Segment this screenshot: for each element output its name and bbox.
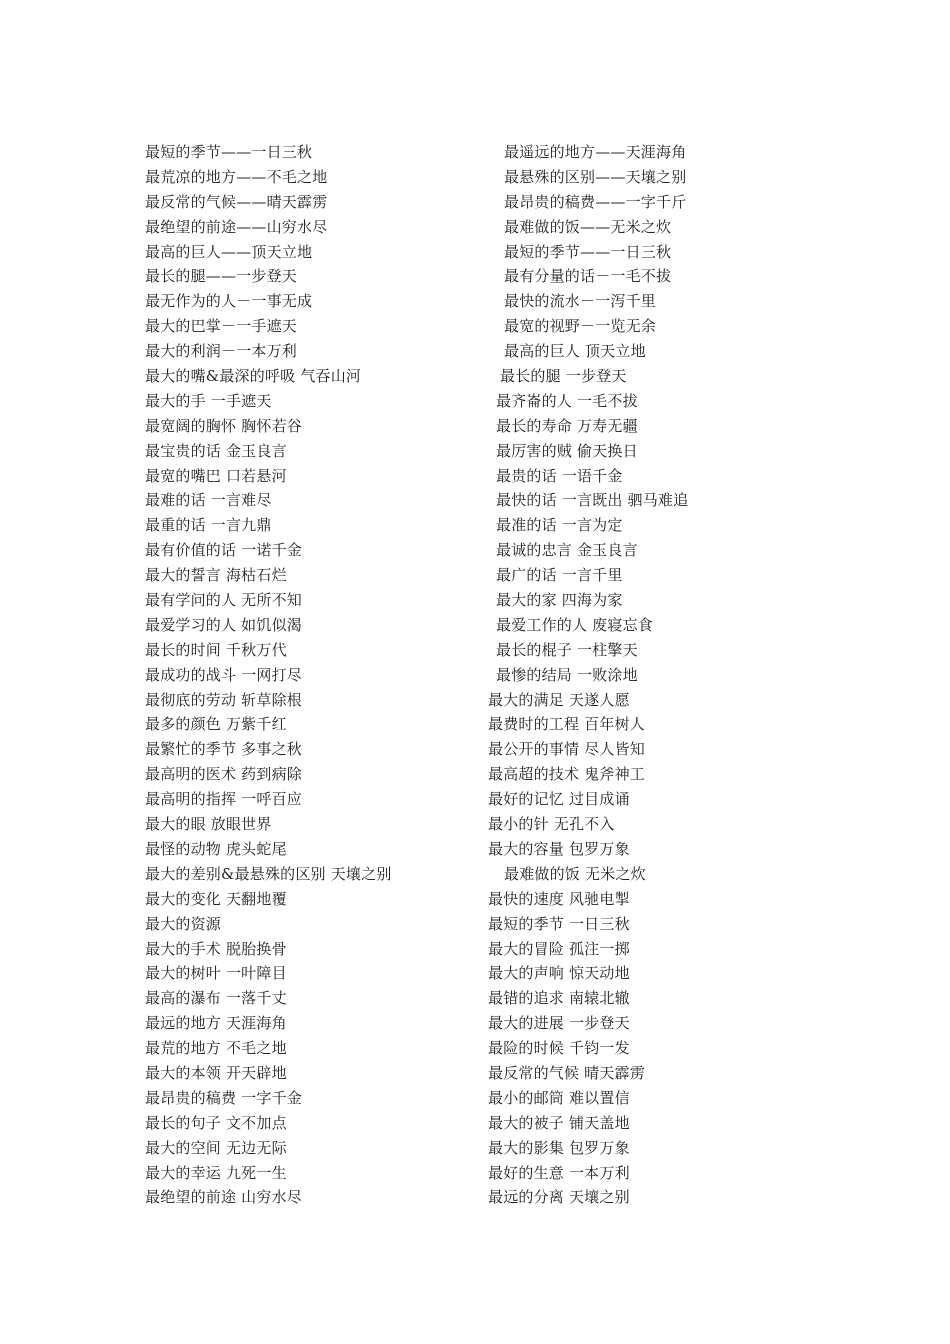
idiom-line: 最大的手术 脱胎换骨 bbox=[145, 939, 287, 958]
idiom-line: 最短的季节 一日三秋 bbox=[488, 914, 630, 933]
idiom-line: 最荒的地方 不毛之地 bbox=[145, 1039, 287, 1058]
idiom-line: 最大的进展 一步登天 bbox=[488, 1014, 630, 1033]
idiom-line: 最大的本领 开天辟地 bbox=[145, 1063, 287, 1082]
idiom-line: 最难做的饭 无米之炊 bbox=[504, 864, 646, 883]
idiom-line: 最快的速度 风驰电掣 bbox=[488, 889, 630, 908]
idiom-line: 最好的生意 一本万利 bbox=[488, 1163, 630, 1182]
idiom-line: 最遥远的地方——天涯海角 bbox=[504, 143, 687, 161]
idiom-line: 最大的影集 包罗万象 bbox=[488, 1138, 630, 1157]
idiom-line: 最高的巨人 顶天立地 bbox=[504, 342, 646, 361]
idiom-line: 最齐崙的人 一毛不拔 bbox=[496, 391, 638, 410]
idiom-line: 最怪的动物 虎头蛇尾 bbox=[145, 839, 287, 858]
idiom-line: 最长的腿 一步登天 bbox=[500, 367, 627, 386]
idiom-line: 最大的空间 无边无际 bbox=[145, 1138, 287, 1157]
idiom-line: 最高超的技术 鬼斧神工 bbox=[488, 765, 645, 784]
idiom-line: 最大的差别&最悬殊的区别 天壤之别 bbox=[145, 864, 392, 883]
idiom-line: 最费时的工程 百年树人 bbox=[488, 715, 645, 734]
idiom-line: 最难的话 一言难尽 bbox=[145, 491, 272, 510]
idiom-line: 最宽的嘴巴 口若悬河 bbox=[145, 466, 287, 485]
idiom-line: 最快的话 一言既出 驷马难追 bbox=[496, 491, 689, 510]
idiom-line: 最大的幸运 九死一生 bbox=[145, 1163, 287, 1182]
idiom-line: 最短的季节——一日三秋 bbox=[145, 143, 313, 161]
idiom-line: 最荒凉的地方——不毛之地 bbox=[145, 167, 328, 186]
idiom-line: 最厉害的贼 偷天换日 bbox=[496, 441, 638, 460]
idiom-line: 最反常的气候 晴天霹雳 bbox=[488, 1063, 645, 1082]
idiom-line: 最长的句子 文不加点 bbox=[145, 1113, 287, 1132]
idiom-line: 最惨的结局 一败涂地 bbox=[496, 665, 638, 684]
idiom-line: 最宝贵的话 金玉良言 bbox=[145, 441, 287, 460]
idiom-line: 最公开的事情 尽人皆知 bbox=[488, 740, 645, 759]
idiom-line: 最大的冒险 孤注一掷 bbox=[488, 939, 630, 958]
idiom-line: 最昂贵的稿费——一字千斤 bbox=[504, 192, 687, 211]
idiom-line: 最有分量的话－一毛不拔 bbox=[504, 267, 672, 286]
idiom-line: 最高的瀑布 一落千丈 bbox=[145, 989, 287, 1008]
idiom-line: 最错的追求 南辕北辙 bbox=[488, 989, 630, 1008]
idiom-line: 最绝望的前途 山穷水尽 bbox=[145, 1188, 302, 1207]
idiom-line: 最大的嘴&最深的呼吸 气吞山河 bbox=[145, 367, 362, 386]
right-column bbox=[488, 140, 818, 1210]
idiom-line: 最高明的医术 药到病除 bbox=[145, 765, 302, 784]
idiom-line: 最有学问的人 无所不知 bbox=[145, 591, 302, 610]
idiom-line: 最小的邮筒 难以置信 bbox=[488, 1088, 630, 1107]
idiom-line: 最大的变化 天翻地覆 bbox=[145, 889, 287, 908]
idiom-line: 最大的资源 bbox=[145, 914, 222, 933]
idiom-line: 最大的眼 放眼世界 bbox=[145, 815, 272, 834]
idiom-line: 最广的话 一言千里 bbox=[496, 566, 623, 585]
idiom-line: 最难做的饭——无米之炊 bbox=[504, 217, 672, 236]
idiom-line: 最大的被子 铺天盖地 bbox=[488, 1113, 630, 1132]
idiom-line: 最有价值的话 一诺千金 bbox=[145, 541, 302, 560]
left-column bbox=[145, 140, 475, 1210]
idiom-line: 最险的时候 千钧一发 bbox=[488, 1039, 630, 1058]
idiom-line: 最准的话 一言为定 bbox=[496, 516, 623, 535]
idiom-line: 最悬殊的区别——天壤之别 bbox=[504, 167, 687, 186]
idiom-line: 最宽的视野－一览无余 bbox=[504, 317, 657, 336]
idiom-line: 最绝望的前途——山穷水尽 bbox=[145, 217, 328, 236]
idiom-line: 最大的声响 惊天动地 bbox=[488, 964, 630, 983]
idiom-line: 最爱学习的人 如饥似渴 bbox=[145, 615, 302, 634]
idiom-line: 最远的分离 天壤之别 bbox=[488, 1188, 630, 1207]
idiom-line: 最反常的气候——晴天霹雳 bbox=[145, 192, 328, 211]
idiom-line: 最长的时间 千秋万代 bbox=[145, 640, 287, 659]
idiom-line: 最快的流水－一泻千里 bbox=[504, 292, 657, 311]
idiom-line: 最大的巴掌－一手遮天 bbox=[145, 317, 298, 336]
idiom-line: 最好的记忆 过目成诵 bbox=[488, 790, 630, 809]
idiom-line: 最大的满足 天遂人愿 bbox=[488, 690, 630, 709]
idiom-line: 最无作为的人－一事无成 bbox=[145, 292, 313, 311]
idiom-line: 最高的巨人——顶天立地 bbox=[145, 242, 313, 261]
idiom-line: 最大的家 四海为家 bbox=[496, 591, 623, 610]
idiom-line: 最繁忙的季节 多事之秋 bbox=[145, 740, 302, 759]
idiom-line: 最长的棍子 一柱擎天 bbox=[496, 640, 638, 659]
idiom-line: 最短的季节——一日三秋 bbox=[504, 242, 672, 261]
idiom-line: 最大的容量 包罗万象 bbox=[488, 839, 630, 858]
idiom-line: 最长的寿命 万寿无疆 bbox=[496, 416, 638, 435]
idiom-line: 最大的手 一手遮天 bbox=[145, 391, 272, 410]
idiom-line: 最成功的战斗 一网打尽 bbox=[145, 665, 302, 684]
idiom-line: 最高明的指挥 一呼百应 bbox=[145, 790, 302, 809]
idiom-line: 最大的利润－一本万利 bbox=[145, 342, 298, 361]
idiom-line: 最重的话 一言九鼎 bbox=[145, 516, 272, 535]
idiom-line: 最昂贵的稿费 一字千金 bbox=[145, 1088, 302, 1107]
idiom-line: 最大的树叶 一叶障目 bbox=[145, 964, 287, 983]
idiom-line: 最大的誓言 海枯石烂 bbox=[145, 566, 287, 585]
idiom-line: 最宽阔的胸怀 胸怀若谷 bbox=[145, 416, 302, 435]
idiom-line: 最长的腿——一步登天 bbox=[145, 267, 298, 286]
idiom-line: 最彻底的劳动 斩草除根 bbox=[145, 690, 302, 709]
idiom-line: 最小的针 无孔不入 bbox=[488, 815, 615, 834]
idiom-line: 最爱工作的人 废寝忘食 bbox=[496, 615, 653, 634]
idiom-line: 最远的地方 天涯海角 bbox=[145, 1014, 287, 1033]
idiom-line: 最多的颜色 万紫千红 bbox=[145, 715, 287, 734]
idiom-line: 最贵的话 一语千金 bbox=[496, 466, 623, 485]
idiom-line: 最诚的忠言 金玉良言 bbox=[496, 541, 638, 560]
